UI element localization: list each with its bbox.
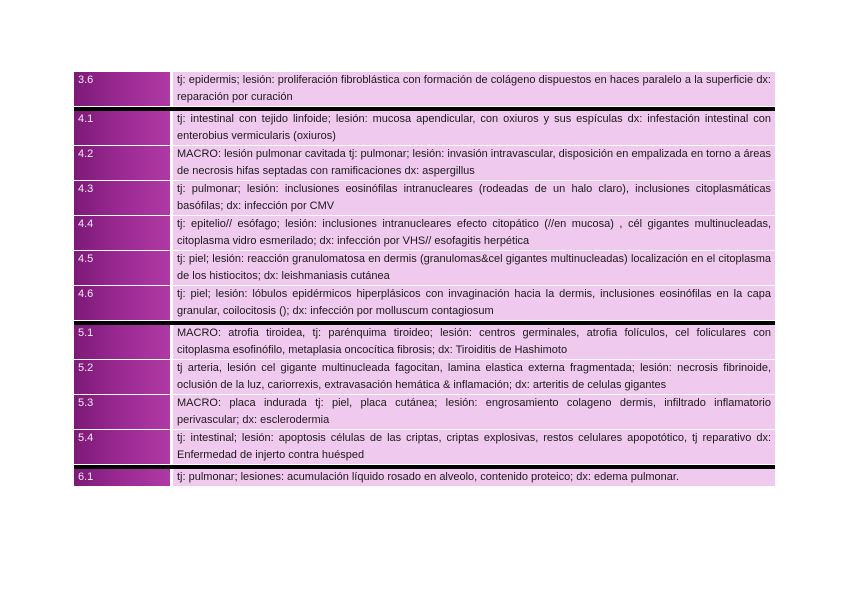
case-code: 4.6 — [74, 286, 172, 321]
table-row — [74, 395, 775, 430]
table-row — [74, 146, 775, 181]
table-row — [74, 181, 775, 216]
case-code: 4.1 — [74, 111, 172, 146]
case-code: 4.4 — [74, 216, 172, 251]
table-row — [74, 111, 775, 146]
case-code: 5.1 — [74, 325, 172, 360]
table-row — [74, 360, 775, 395]
case-code: 4.3 — [74, 181, 172, 216]
table-row — [74, 72, 775, 107]
table-row — [74, 251, 775, 286]
table-row — [74, 286, 775, 321]
case-code: 3.6 — [74, 72, 172, 107]
table-row — [74, 216, 775, 251]
table-row — [74, 430, 775, 465]
case-description: tj: intestinal con tejido linfoide; lesión: mucosa apendicular, con oxiuros y sus espículas dx: infestación intestinal con enterobius vermicularis (oxiuros) — [172, 111, 776, 146]
case-description: tj: pulmonar; lesión: inclusiones eosinófilas intranucleares (rodeadas de un halo claro), inclusiones citoplasmáticas basófilas; dx: infección por CMV — [172, 181, 776, 216]
case-description: tj arteria, lesión cel gigante multinucleada fagocitan, lamina elastica externa fragmentada; lesión: necrosis fibrinoide, oclusión de la luz, cariorrexis, extravasación hemática & inflamación; dx: arteritis de celulas gigantes — [172, 360, 776, 395]
case-description: tj: pulmonar; lesiones: acumulación líquido rosado en alveolo, contenido proteico; dx: edema pulmonar. — [172, 469, 776, 487]
table-row — [74, 469, 775, 487]
case-description: MACRO: lesión pulmonar cavitada tj: pulmonar; lesión: invasión intravascular, disposición en empalizada en torno a áreas de necrosis hifas septadas con ramificaciones dx: aspergillus — [172, 146, 776, 181]
case-description: tj: intestinal; lesión: apoptosis células de las criptas, criptas explosivas, restos celulares apopotótico, tj reparativo dx: Enfermedad de injerto contra huésped — [172, 430, 776, 465]
case-description: tj: piel; lesión: lóbulos epidérmicos hiperplásicos con invaginación hacia la dermis, inclusiones eosinófilas en la capa granular, coilocitosis (); dx: infección por molluscum contagiosum — [172, 286, 776, 321]
case-description: MACRO: placa indurada tj: piel, placa cutánea; lesión: engrosamiento colageno dermis, infiltrado inflamatorio perivascular; dx: esclerodermia — [172, 395, 776, 430]
case-description: tj: epitelio// esófago; lesión: inclusiones intranucleares efecto citopático (//en mucosa) , cél gigantes multinucleadas, citoplasma vidro esmerilado; dx: infección por VHS// esofagitis herpética — [172, 216, 776, 251]
table-row — [74, 325, 775, 360]
case-description: tj: piel; lesión: reacción granulomatosa en dermis (granulomas&cel gigantes multinucleadas) localización en el citoplasma de los histiocitos; dx: leishmaniasis cutánea — [172, 251, 776, 286]
case-code: 5.3 — [74, 395, 172, 430]
case-code: 6.1 — [74, 469, 172, 487]
case-code: 4.5 — [74, 251, 172, 286]
case-code: 5.4 — [74, 430, 172, 465]
pathology-table — [74, 72, 775, 487]
case-description: tj: epidermis; lesión: proliferación fibroblástica con formación de colágeno dispuestos en haces paralelo a la superficie dx: reparación por curación — [172, 72, 776, 107]
case-code: 5.2 — [74, 360, 172, 395]
case-code: 4.2 — [74, 146, 172, 181]
case-description: MACRO: atrofia tiroidea, tj: parénquima tiroideo; lesión: centros germinales, atrofia folículos, cel foliculares con citoplasma esofinófilo, metaplasia oncocítica fibrosis; dx: Tiroiditis de Hashimoto — [172, 325, 776, 360]
